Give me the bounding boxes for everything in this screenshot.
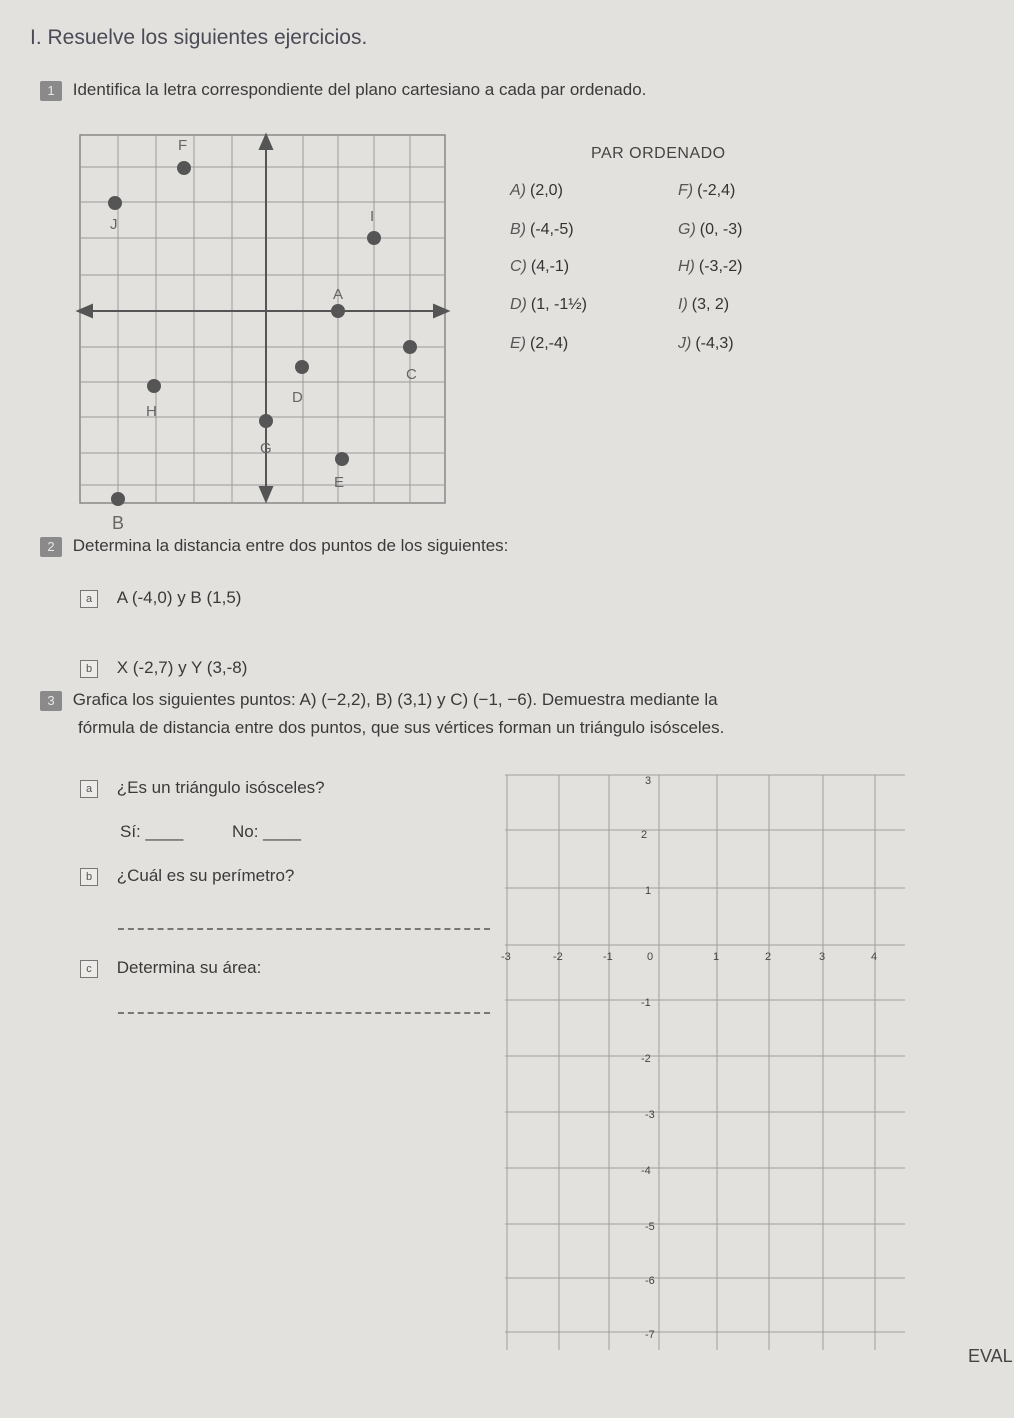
- exercise-3-question-b: [80, 866, 294, 886]
- grid-y-label-neg4: -4: [641, 1165, 651, 1177]
- plane-point-b: [111, 492, 125, 506]
- grid-x-label-1: 1: [713, 951, 720, 963]
- pair-c-label: C): [510, 258, 527, 275]
- plane-point-j: [108, 196, 122, 210]
- pair-b-value: (-4,-5): [530, 221, 574, 238]
- pair-a-value: (2,0): [530, 182, 563, 199]
- grid-y-label-neg7: -7: [645, 1329, 655, 1341]
- grid-x-label-3: 3: [819, 951, 826, 963]
- grid-y-label-neg6: -6: [645, 1275, 655, 1287]
- plane-label-a: A: [333, 286, 344, 303]
- pair-j-label: J): [678, 335, 692, 352]
- pair-i-value: (3, 2): [691, 296, 730, 313]
- plane-point-a: [331, 304, 345, 318]
- plane-label-f: F: [178, 137, 188, 154]
- exercise-3-question-c-text: Determina su área:: [116, 958, 262, 977]
- exercise-3-question-c-letter: c: [80, 960, 98, 978]
- exercise-2-item-b: [80, 658, 247, 678]
- plane-label-c: C: [406, 366, 417, 383]
- exercise-3-question-b-text: ¿Cuál es su perímetro?: [116, 866, 295, 885]
- pair-h-label: H): [678, 258, 695, 275]
- worksheet-heading: I. Resuelve los siguientes ejercicios.: [30, 26, 368, 49]
- pair-d-label: D): [510, 296, 527, 313]
- pairs-title: PAR ORDENADO: [591, 145, 726, 162]
- pair-a: [510, 182, 563, 200]
- exercise-2-instruction-row: [40, 536, 508, 557]
- plane-point-e: [335, 452, 349, 466]
- exercise-3-instruction-line1: Grafica los siguientes puntos: A) (−2,2), B) (3,1) y C) (−1, −6). Demuestra mediante la: [72, 690, 718, 709]
- pair-b: [510, 221, 574, 239]
- exercise-2-badge: 2: [40, 537, 62, 557]
- area-answer-line[interactable]: [118, 1012, 490, 1014]
- pair-c: [510, 258, 569, 276]
- exercise-3-instruction-row: [40, 690, 718, 711]
- exercise-3-question-b-letter: b: [80, 868, 98, 886]
- pair-c-value: (4,-1): [530, 258, 570, 275]
- pair-i: [678, 296, 729, 314]
- pair-f: [678, 182, 735, 200]
- perimeter-answer-line[interactable]: [118, 928, 490, 930]
- exercise-2-item-b-text: X (-2,7) y Y (3,-8): [116, 658, 248, 677]
- pair-i-label: I): [678, 296, 688, 313]
- exercise-3-question-a: [80, 778, 325, 798]
- plane-point-h: [147, 379, 161, 393]
- grid-x-label-neg2: -2: [553, 951, 563, 963]
- exercise-3-instruction-line2: fórmula de distancia entre dos puntos, que sus vértices forman un triángulo isósceles.: [78, 718, 725, 737]
- pair-e-value: (2,-4): [530, 335, 569, 352]
- pair-f-label: F): [678, 182, 694, 199]
- plane-point-g: [259, 414, 273, 428]
- grid-y-label-neg5: -5: [645, 1221, 655, 1233]
- exercise-3-badge: 3: [40, 691, 62, 711]
- pair-h: [678, 258, 742, 276]
- grid-y-label-neg3: -3: [645, 1109, 655, 1121]
- plane-point-f: [177, 161, 191, 175]
- pair-g-label: G): [678, 221, 696, 238]
- footer-fragment: EVAL: [968, 1346, 1013, 1366]
- pair-g: [678, 221, 742, 239]
- grid-x-label-neg1: -1: [603, 951, 613, 963]
- plane-point-d: [295, 360, 309, 374]
- exercise-1-instruction: Identifica la letra correspondiente del plano cartesiano a cada par ordenado.: [72, 80, 647, 99]
- plane-point-i: [367, 231, 381, 245]
- pair-e-label: E): [510, 335, 526, 352]
- plane-label-h: H: [146, 403, 157, 420]
- pair-a-label: A): [510, 182, 526, 199]
- exercise-1-instruction-row: [40, 80, 646, 101]
- exercise-3-question-a-text: ¿Es un triángulo isósceles?: [116, 778, 325, 797]
- pair-j-value: (-4,3): [695, 335, 734, 352]
- pair-b-label: B): [510, 221, 526, 238]
- exercise-1-badge: 1: [40, 81, 62, 101]
- grid-x-label-neg3: -3: [501, 951, 511, 963]
- plane-label-j: J: [110, 216, 118, 233]
- grid-x-label-0: 0: [647, 951, 654, 963]
- isosceles-yes-blank[interactable]: Sí: ____: [120, 822, 184, 841]
- pair-j: [678, 335, 734, 353]
- exercise-2-item-a-letter: a: [80, 590, 98, 608]
- plane-label-i: I: [370, 208, 375, 225]
- exercise-2-instruction: Determina la distancia entre dos puntos de los siguientes:: [72, 536, 509, 555]
- pair-e: [510, 335, 568, 353]
- exercise-3-question-a-letter: a: [80, 780, 98, 798]
- pair-g-value: (0, -3): [699, 221, 743, 238]
- pair-h-value: (-3,-2): [698, 258, 743, 275]
- cartesian-plane-1: [70, 125, 470, 545]
- plane-label-e: E: [334, 474, 345, 491]
- isosceles-no-blank[interactable]: No: ____: [232, 822, 301, 841]
- grid-y-label-3: 3: [645, 775, 652, 787]
- exercise-3-question-c: [80, 958, 261, 978]
- pair-f-value: (-2,4): [697, 182, 736, 199]
- grid-y-label-1: 1: [645, 885, 652, 897]
- grid-plane-3[interactable]: [495, 770, 915, 1360]
- grid-x-label-4: 4: [871, 951, 878, 963]
- plane-label-d: D: [292, 389, 303, 406]
- exercise-2-item-b-letter: b: [80, 660, 98, 678]
- grid-y-label-2: 2: [641, 829, 648, 841]
- exercise-2-item-a-text: A (-4,0) y B (1,5): [116, 588, 242, 607]
- grid-y-label-neg1: -1: [641, 997, 651, 1009]
- plane-label-g: G: [260, 440, 272, 457]
- grid-y-label-neg2: -2: [641, 1053, 651, 1065]
- plane-point-c: [403, 340, 417, 354]
- pair-d-value: (1, -1½): [530, 296, 587, 313]
- plane-label-b: B: [112, 513, 125, 533]
- grid-x-label-2: 2: [765, 951, 772, 963]
- pair-d: [510, 296, 587, 314]
- exercise-2-item-a: [80, 588, 241, 608]
